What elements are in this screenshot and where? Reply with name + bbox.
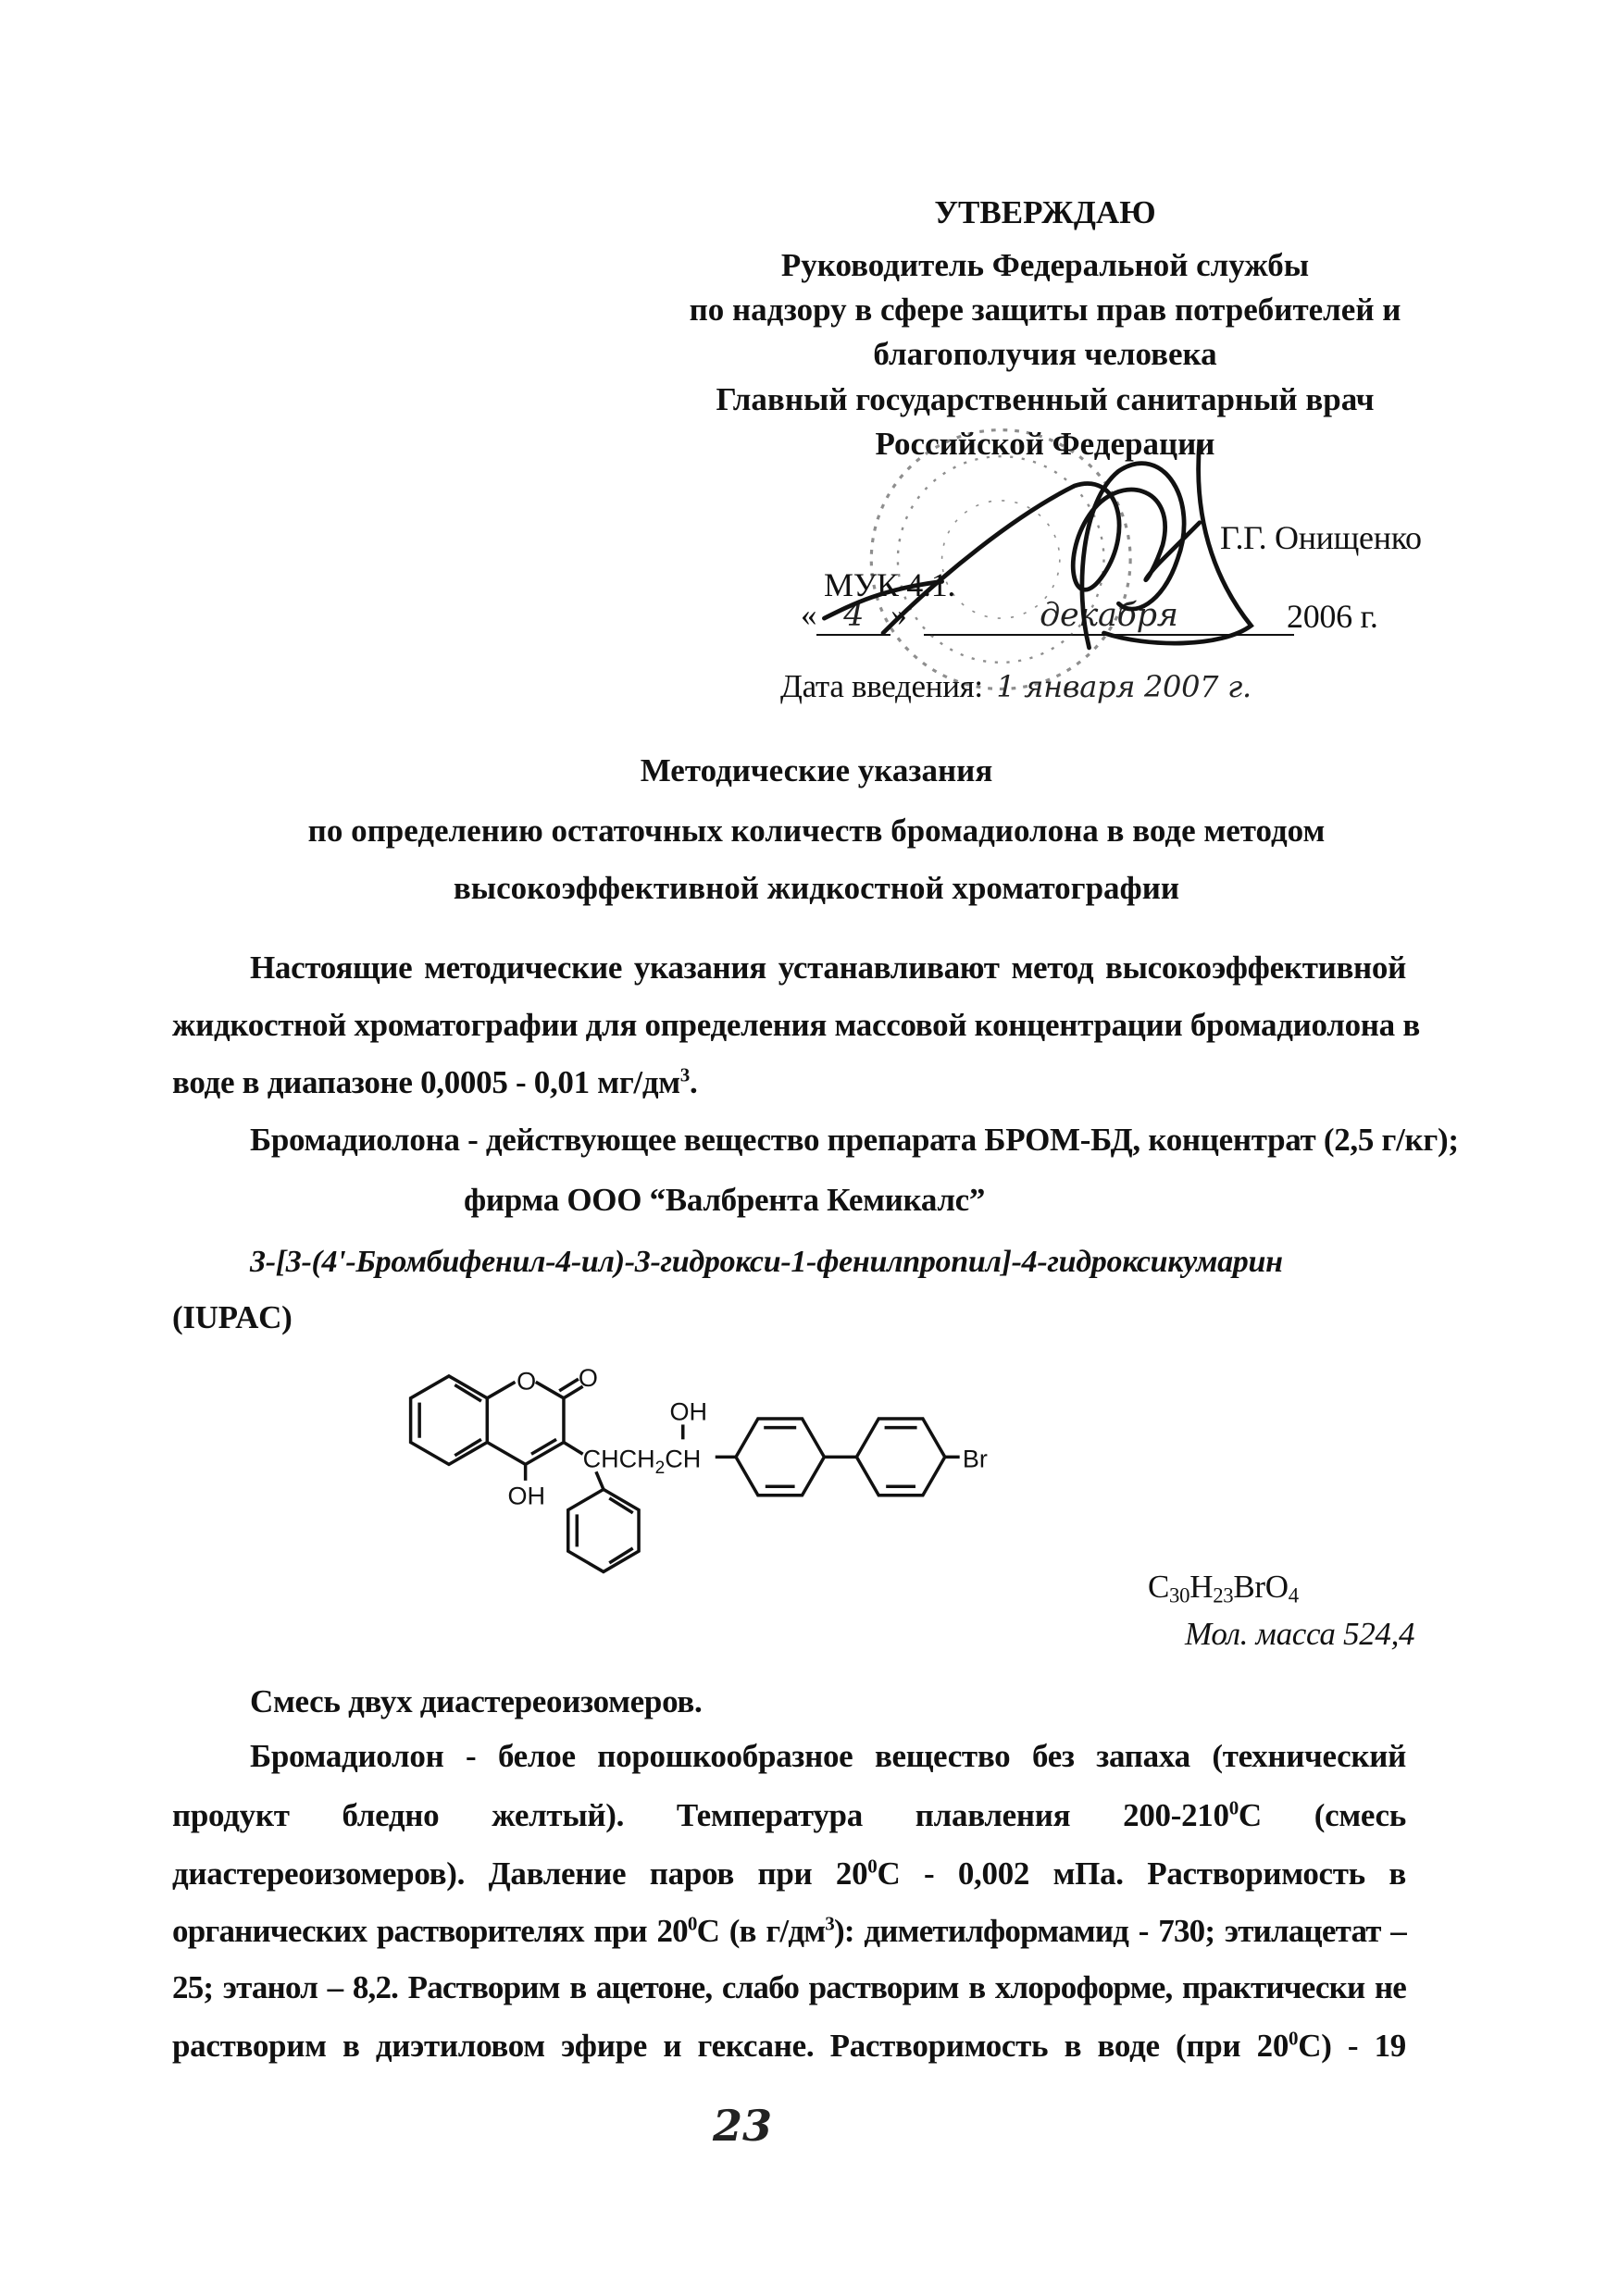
structure-labels <box>508 1364 988 1509</box>
text-fragment: 0 <box>1228 1796 1239 1819</box>
text-fragment: CH <box>665 1445 702 1473</box>
iupac-label: (IUPAC) <box>172 1299 293 1335</box>
molecular-mass: Мол. масса 524,4 <box>1185 1616 1415 1652</box>
approval-line: Руководитель Федеральной службы <box>780 247 1310 283</box>
text-fragment: С) - 19 <box>1298 2028 1406 2064</box>
official-stamp <box>871 430 1130 689</box>
signer-name: Г.Г. Онищенко <box>1220 519 1422 556</box>
date-month: декабря <box>924 597 1294 636</box>
text-fragment: CHCH <box>582 1445 655 1473</box>
carbonyl-oxygen-label: O <box>578 1364 598 1393</box>
text-fragment: С (смесь <box>1238 1797 1406 1833</box>
approval-line: благополучия человека <box>873 336 1217 372</box>
paragraph-line <box>172 1913 1406 1950</box>
date-day: 4 <box>816 597 890 636</box>
text-fragment: С - 0,002 мПа. Растворимость в <box>877 1855 1407 1892</box>
range-end: . <box>690 1064 698 1100</box>
text-fragment: Бромадиолон - белое порошкообразное вещество без запаха (технический <box>250 1738 1406 1774</box>
text-fragment: продукт бледно желтый). Температура плавления 200-210 <box>172 1797 1229 1833</box>
bromine-label: Br <box>962 1445 988 1473</box>
text-fragment: 25; этанол – 8,2. Растворим в ацетоне, слабо растворим в хлороформе, практически не <box>172 1969 1406 2005</box>
paragraph-line <box>172 1969 1406 2006</box>
text-fragment: 0 <box>867 1855 878 1878</box>
active-substance-line: Бромадиолона - действующее вещество препарата БРОМ-БД, концентрат (2,5 г/кг); <box>250 1122 1459 1158</box>
hydroxyl-label: OH <box>507 1482 546 1510</box>
text-fragment: диастереоизомеров). Давление паров при 20 <box>172 1855 868 1892</box>
document-title: Методические указания <box>640 752 993 788</box>
text-fragment: С (в г/дм <box>696 1913 826 1949</box>
text-fragment: 2 <box>654 1458 666 1478</box>
mixture-note: Смесь двух диастереоизомеров. <box>250 1683 703 1719</box>
iupac-name: 3-[3-(4'-Бромбифенил-4-ил)-3-гидрокси-1-фенилпропил]-4-гидроксикумарин <box>250 1245 1283 1279</box>
text-fragment: органических растворителях при 20 <box>172 1913 688 1949</box>
date-year: 2006 г. <box>1287 598 1378 635</box>
formula-sub: 4 <box>1288 1583 1299 1607</box>
approval-date <box>801 597 1294 636</box>
date-quote-close: » <box>890 597 907 633</box>
text-fragment: 0 <box>1289 2027 1299 2050</box>
company-line: фирма ООО “Валбрента Кемикалс” <box>464 1182 986 1218</box>
paragraph-line <box>172 1064 697 1101</box>
text-fragment: растворим в диэтиловом эфире и гексане. Растворимость в воде (при 20 <box>172 2028 1289 2064</box>
approval-line: по надзору в сфере защиты прав потребителей и <box>689 292 1401 328</box>
intro-date <box>780 668 1252 705</box>
text-fragment: 0 <box>687 1912 697 1935</box>
paragraph-line <box>172 2028 1406 2065</box>
chain-label <box>583 1446 702 1478</box>
formula-part: C <box>1148 1569 1170 1605</box>
range-text: воде в диапазоне 0,0005 - 0,01 мг/дм <box>172 1064 680 1100</box>
intro-date-value: 1 января 2007 г. <box>996 669 1252 704</box>
formula-sub: 23 <box>1213 1583 1234 1607</box>
page-number: 23 <box>713 2101 773 2151</box>
molecular-formula <box>1148 1569 1299 1608</box>
paragraph-line <box>250 1738 1406 1775</box>
paragraph-line: жидкостной хроматографии для определения массовой концентрации бромадиолона в <box>172 1007 1420 1043</box>
formula-part: BrO <box>1233 1569 1289 1605</box>
approval-heading: УТВЕРЖДАЮ <box>934 194 1156 230</box>
document-title: высокоэффективной жидкостной хроматографии <box>453 870 1180 906</box>
formula-part: H <box>1189 1569 1214 1605</box>
muk-number: МУК 4.1. <box>824 566 956 603</box>
range-sup: 3 <box>679 1063 690 1086</box>
approval-line: Главный государственный санитарный врач <box>716 381 1375 417</box>
approval-line: Российской Федерации <box>875 426 1215 462</box>
chemical-structure <box>411 1376 960 1571</box>
text-fragment: ): диметилформамид - 730; этилацетат – <box>834 1913 1406 1949</box>
paragraph-line <box>172 1855 1406 1893</box>
document-title: по определению остаточных количеств бромадиолона в воде методом <box>307 813 1326 849</box>
paragraph-line <box>172 1797 1406 1834</box>
text-fragment: 3 <box>825 1912 834 1935</box>
paragraph-line: Настоящие методические указания устанавливают метод высокоэффективной <box>250 949 1406 986</box>
date-quote-open: « <box>801 597 817 633</box>
ring-oxygen-label: O <box>517 1367 537 1396</box>
formula-sub: 30 <box>1169 1583 1190 1607</box>
intro-date-label: Дата введения: <box>780 668 983 704</box>
hydroxyl-label: OH <box>669 1397 707 1426</box>
